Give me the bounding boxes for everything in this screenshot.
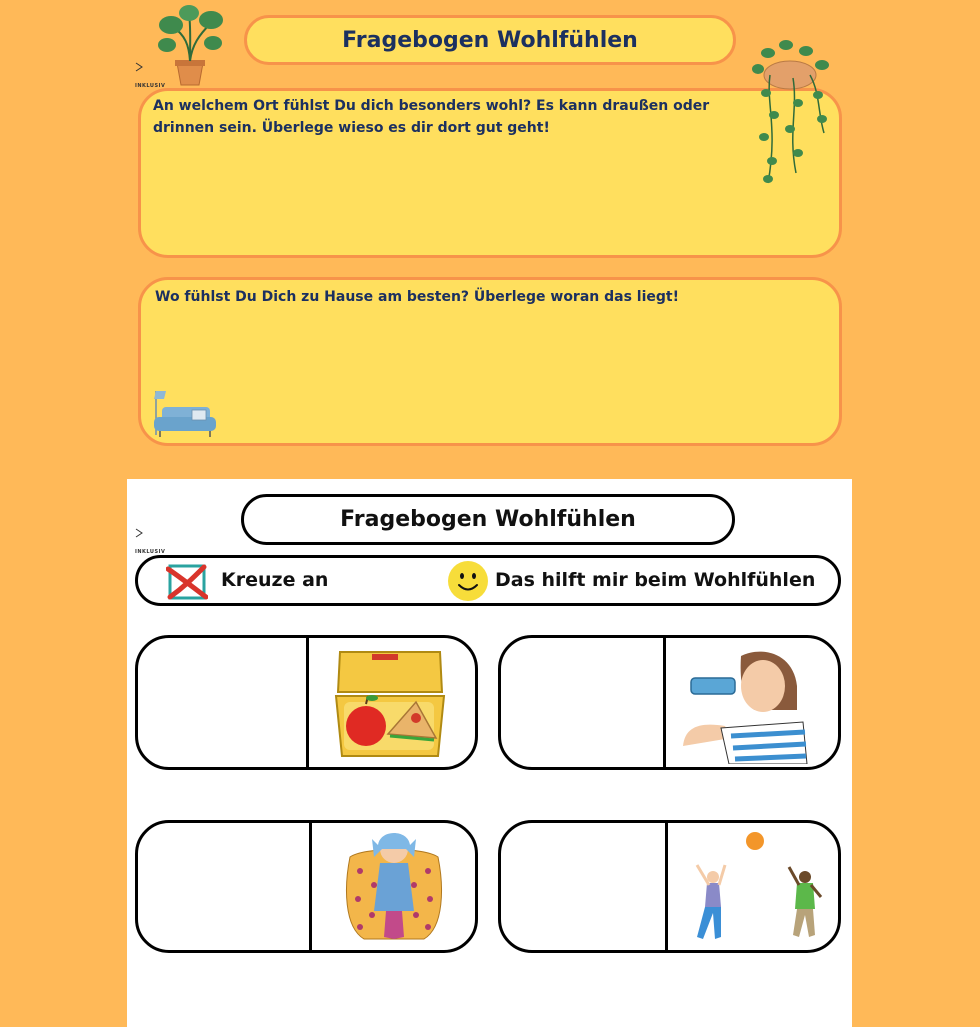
check-area[interactable] [501,823,665,950]
page-title: Fragebogen Wohlfühlen [244,15,736,65]
legend-bar [135,555,841,606]
legend-smiley-label: Das hilft mir beim Wohlfühlen [495,569,816,591]
cross-checkbox-icon [166,563,208,601]
lunchbox-icon [330,646,448,762]
brand-logo [135,528,165,557]
hanging-plant-icon [748,33,834,185]
sofa-icon [148,385,218,441]
checkbox-card-playing [498,820,841,953]
question-1-text: An welchem Ort fühlst Du dich besonders wohl? Es kann draußen oder drinnen sein. Überlege wieso es dir dort gut geht! [153,98,710,136]
check-area[interactable] [501,638,663,767]
check-area[interactable] [138,823,309,950]
brand-logo-text: INKLUSIV [135,549,166,555]
kids-ball-icon [689,827,829,949]
card-divider [665,823,668,950]
child-drinking-icon [681,646,811,764]
brand-logo-text: INKLUSIV [135,83,166,89]
card-divider [309,823,312,950]
card-divider [663,638,666,767]
question-box-2[interactable] [138,277,842,446]
potted-plant-icon [155,5,225,87]
smiley-icon [447,560,489,602]
worksheet-title: Fragebogen Wohlfühlen [241,494,735,545]
question-2-text: Wo fühlst Du Dich zu Hause am besten? Überlege woran das liegt! [155,289,679,305]
top-worksheet [0,0,980,470]
girl-beanbag-icon [344,827,444,949]
checkbox-card-relaxing [135,820,478,953]
question-box-1[interactable] [138,88,842,258]
checkbox-card-lunchbox [135,635,478,770]
brand-logo-icon [135,62,143,72]
card-divider [306,638,309,767]
legend-cross-label: Kreuze an [221,569,329,591]
check-area[interactable] [138,638,306,767]
brand-logo-icon [135,528,143,538]
checkbox-card-drinking [498,635,841,770]
brand-logo [135,62,165,91]
